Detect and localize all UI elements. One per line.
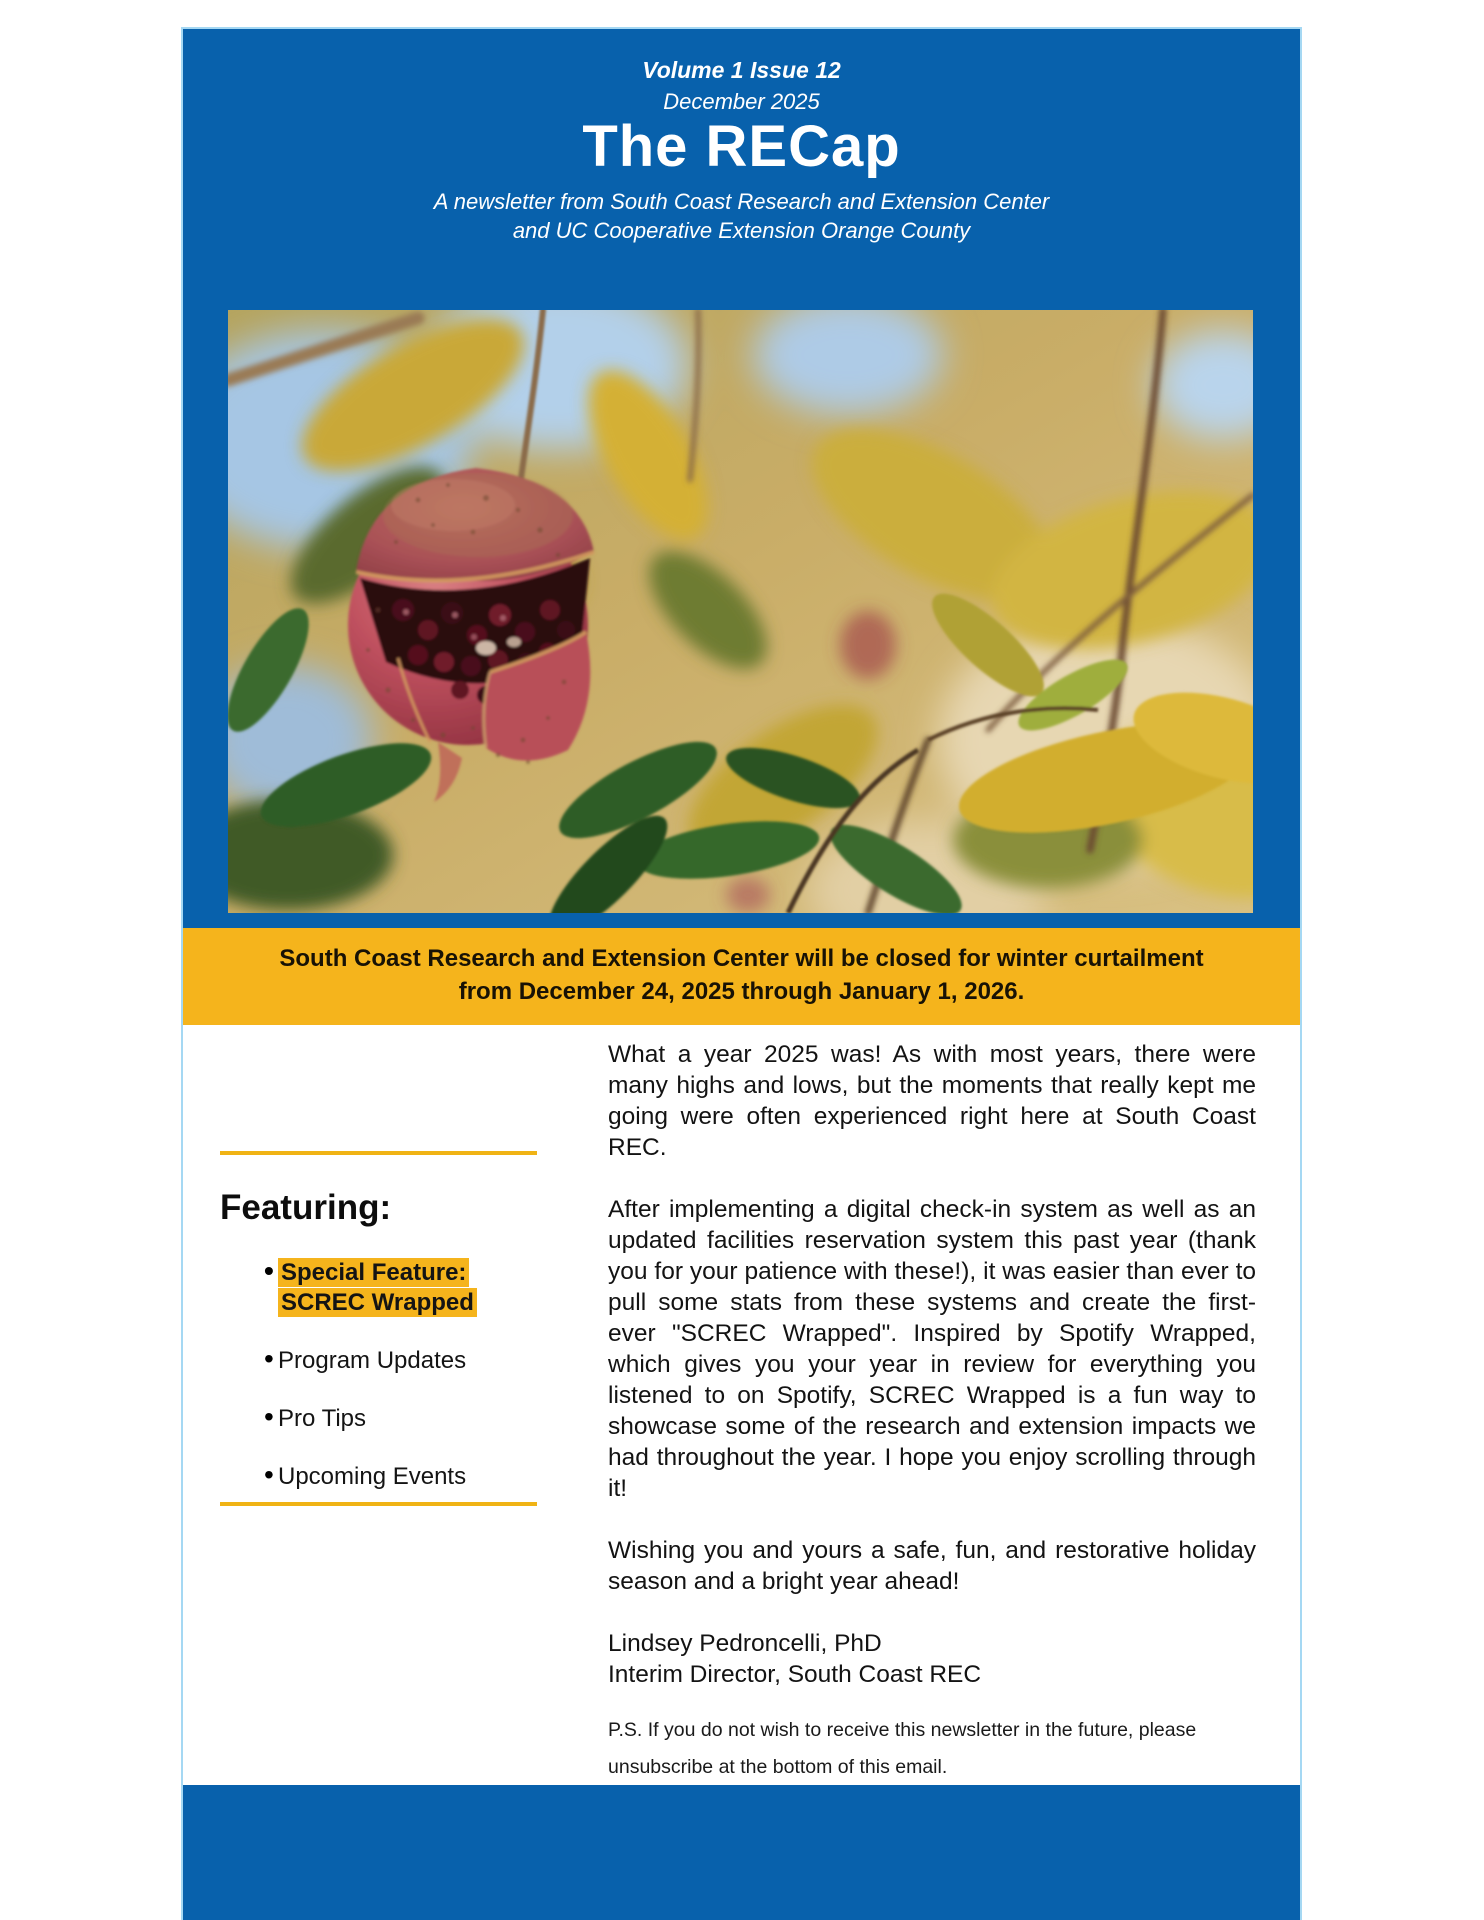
- featuring-item-special-feature: [220, 1258, 530, 1318]
- closure-banner: [183, 928, 1300, 1025]
- highlighted-label: Special Feature: SCREC Wrapped: [278, 1258, 477, 1317]
- featuring-item-program-updates: • Program Updates: [220, 1346, 530, 1376]
- featuring-item-upcoming-events: • Upcoming Events: [220, 1462, 530, 1492]
- letter-paragraph-2: After implementing a digital check-in system as well as an updated facilities reservation system this past year (thank you for your patience with these!), it was easier than ever to pull some stats from these systems and create the first-ever "SCREC Wrapped". Inspired by Spotify Wrapped, which gives you your year in review for everything you listened to on Spotify, SCREC Wrapped is a fun way to showcase some of the research and extension impacts we had throughout the year. I hope you enjoy scrolling through it!: [608, 1196, 1256, 1502]
- issue-date: December 2025: [663, 89, 820, 114]
- featuring-list: [220, 1258, 530, 1520]
- email-container: [181, 27, 1302, 1920]
- ps-note: P.S. If you do not wish to receive this newsletter in the future, please unsubscribe at the bottom of this email.: [608, 1719, 1197, 1778]
- director-letter: [608, 1039, 1256, 1786]
- featuring-heading: Featuring:: [220, 1188, 392, 1227]
- body-section: [183, 1025, 1300, 1785]
- letter-paragraph-3: Wishing you and yours a safe, fun, and restorative holiday season and a bright year ahead!: [608, 1537, 1256, 1595]
- pomegranate-photo-art: [228, 310, 1253, 913]
- volume-issue: Volume 1 Issue 12: [642, 57, 841, 83]
- pomegranate-photo: [228, 310, 1253, 913]
- signature-title: Interim Director, South Coast REC: [608, 1661, 982, 1688]
- featuring-item-pro-tips: • Pro Tips: [220, 1404, 530, 1434]
- signature-name: Lindsey Pedroncelli, PhD: [608, 1630, 882, 1657]
- closure-banner-line-1: South Coast Research and Extension Center will be closed for winter curtailment: [279, 945, 1204, 972]
- subtitle-line-2: and UC Cooperative Extension Orange County: [512, 218, 971, 243]
- newsletter-subtitle: [183, 187, 1300, 245]
- letter-paragraph-1: What a year 2025 was! As with most years, there were many highs and lows, but the moments that really kept me going were often experienced right here at South Coast REC.: [608, 1041, 1256, 1161]
- closure-banner-line-2: from December 24, 2025 through January 1, 2026.: [458, 978, 1025, 1005]
- sidebar-divider-top: [220, 1151, 537, 1155]
- sidebar-divider-bottom: [220, 1502, 537, 1506]
- newsletter-title: The RECap: [582, 114, 901, 179]
- subtitle-line-1: A newsletter from South Coast Research and Extension Center: [433, 189, 1050, 214]
